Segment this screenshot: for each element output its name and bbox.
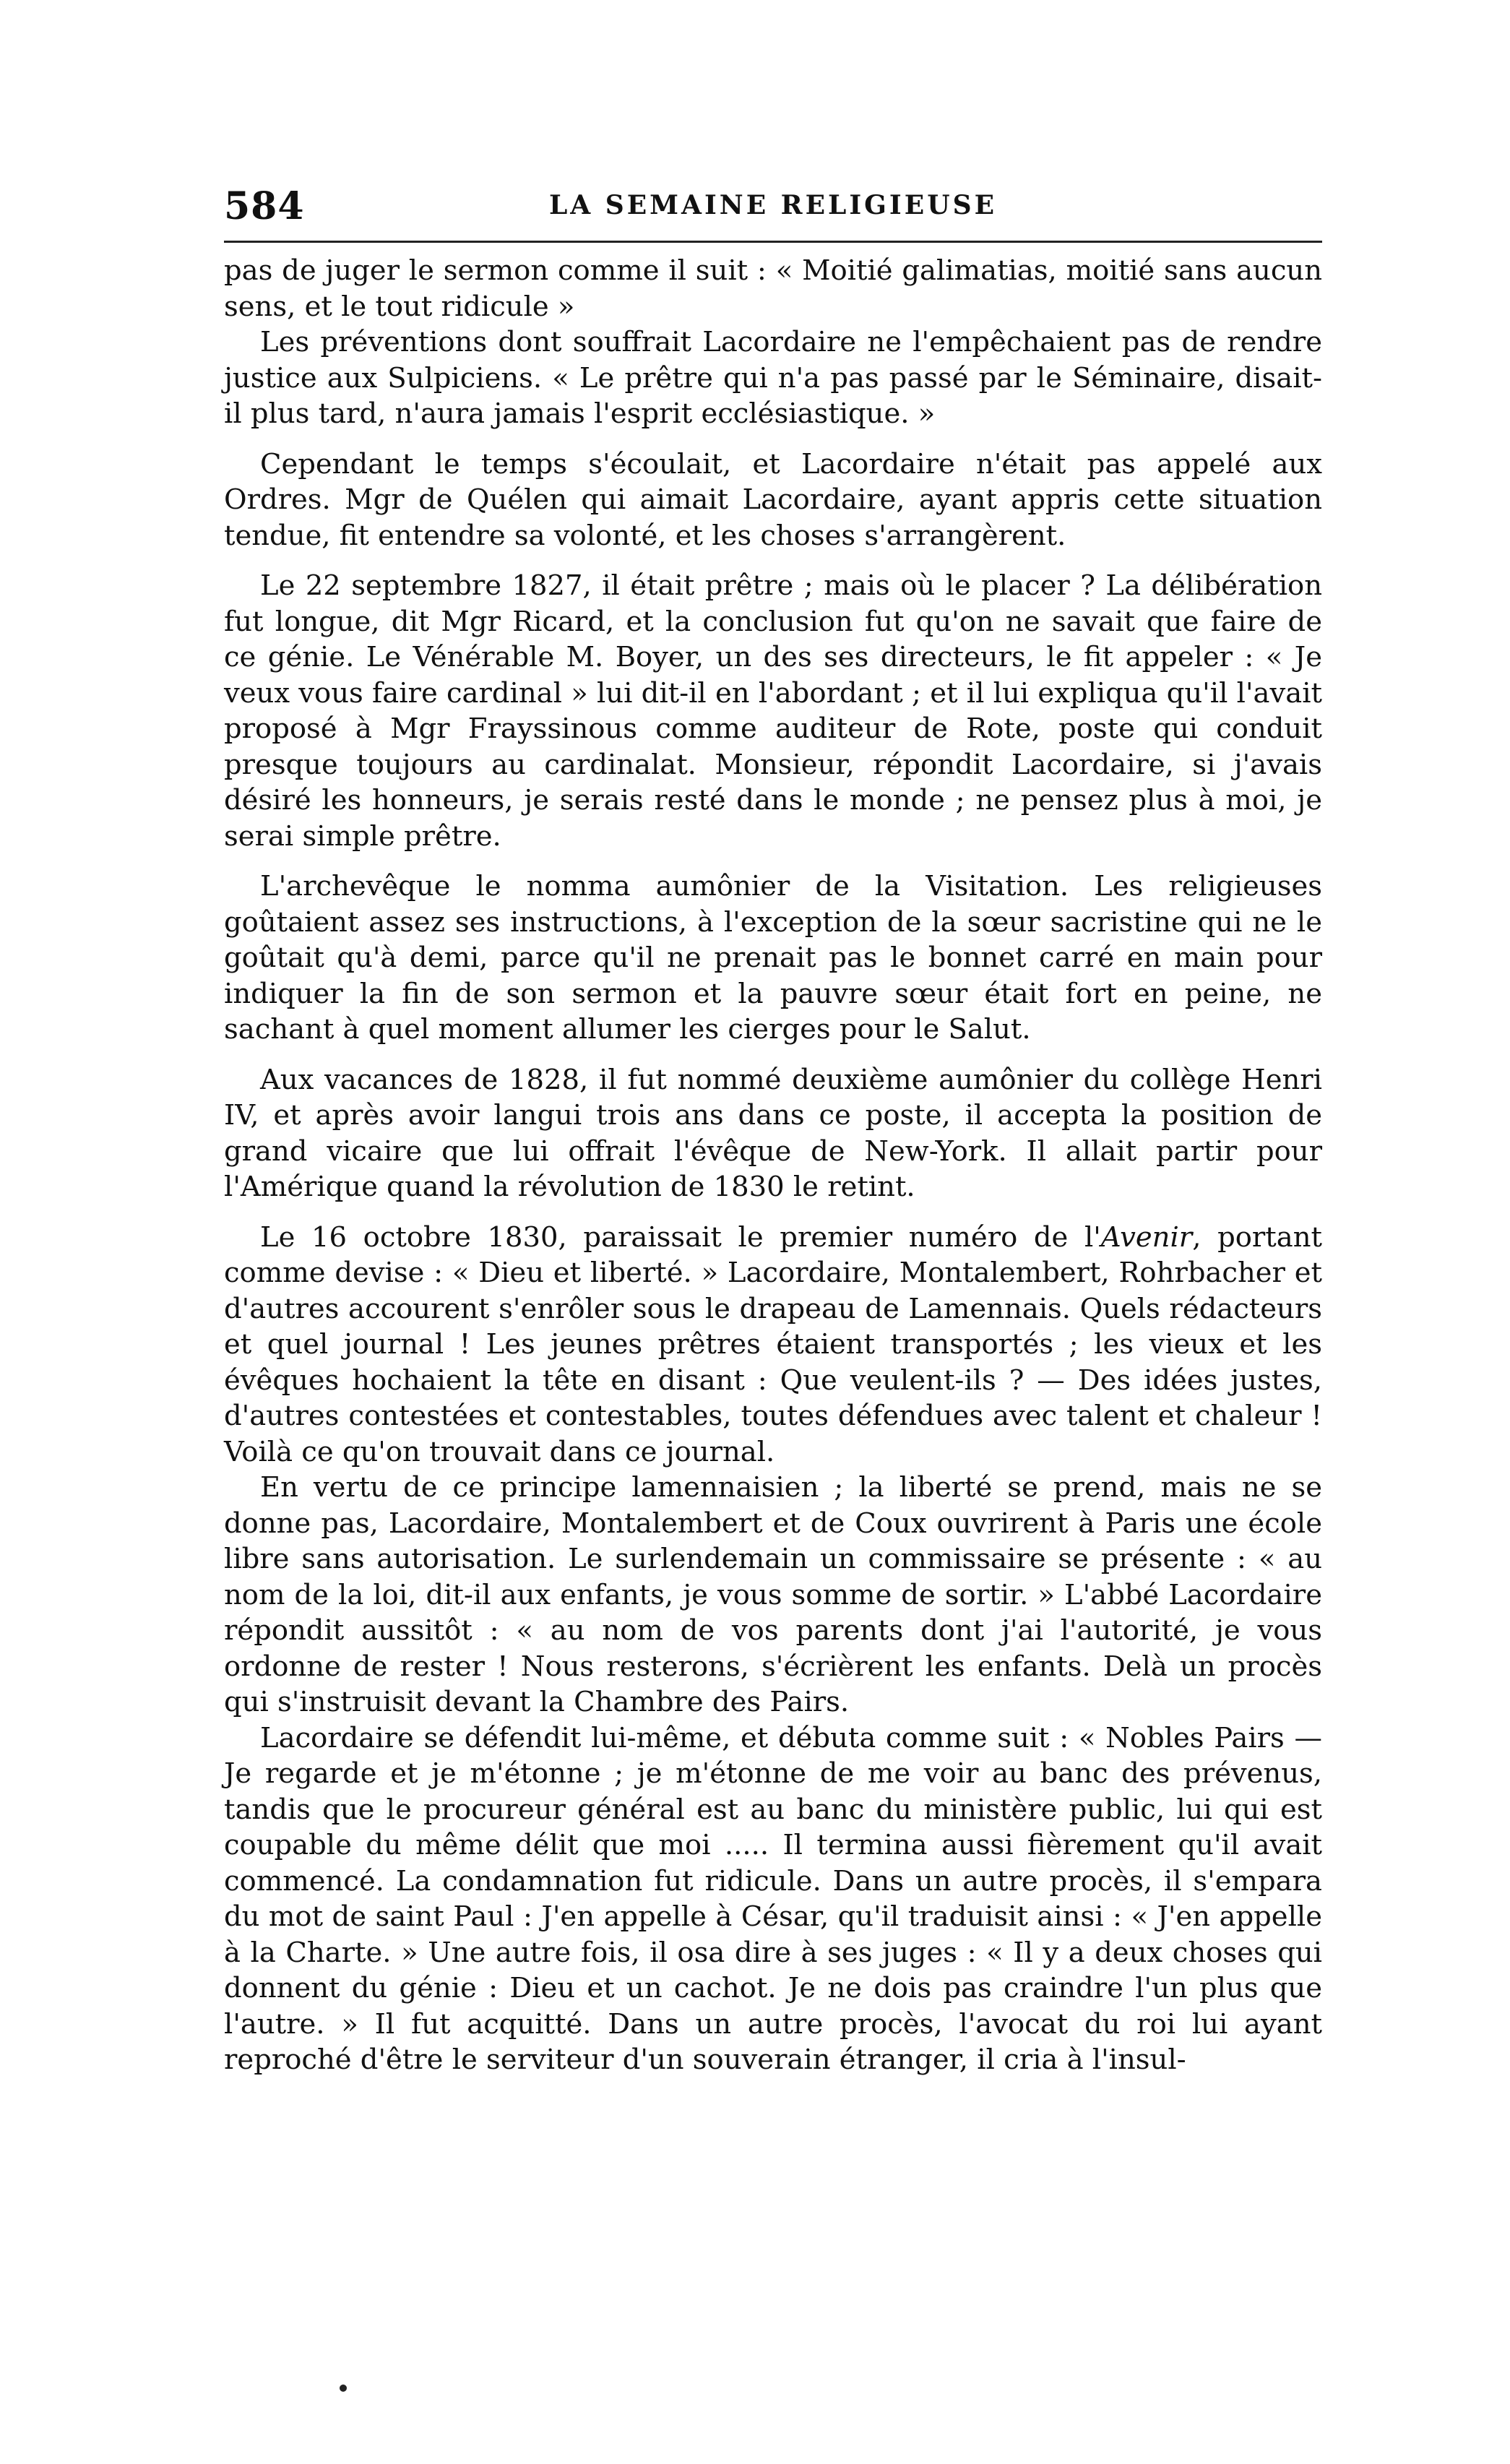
paragraph bbox=[224, 1220, 1322, 1470]
header-rule bbox=[224, 241, 1322, 243]
running-title: LA SEMAINE RELIGIEUSE bbox=[548, 190, 998, 220]
paragraph: En vertu de ce principe lamennaisien ; la liberté se prend, mais ne se donne pas, Lacordaire, Montalembert et de Coux ouvrirent à Paris une école libre sans autorisation. Le surlendemain un commissaire se présente : « au nom de la loi, dit-il aux enfants, je vous somme de sortir. » L'abbé Lacordaire répondit aussitôt : « au nom de vos parents dont j'ai l'autorité, je vous ordonne de rester ! Nous resterons, s'écrièrent les enfants. Delà un procès qui s'instruisit devant la Chambre des Pairs. bbox=[224, 1471, 1322, 1718]
ink-speck bbox=[340, 2385, 347, 2392]
paragraph: Cependant le temps s'écoulait, et Lacordaire n'était pas appelé aux Ordres. Mgr de Quélen qui aimait Lacordaire, ayant appris cette situation tendue, fit entendre sa volonté, et les choses s'arrangèrent. bbox=[224, 447, 1322, 552]
page-number: 584 bbox=[224, 184, 305, 228]
paragraph: Aux vacances de 1828, il fut nommé deuxième aumônier du collège Henri IV, et après avoir langui trois ans dans ce poste, il accepta la position de grand vicaire que lui offrait l'évêque de New-York. Il allait partir pour l'Amérique quand la révolution de 1830 le retint. bbox=[224, 1063, 1322, 1203]
paragraph-text: , portant comme devise : « Dieu et liberté. » Lacordaire, Montalembert, Rohrbacher et d'autres accourent s'enrôler sous le drapeau de Lamennais. Quels rédacteurs et quel journal ! Les jeunes prêtres étaient transportés ; les vieux et les évêques hochaient la tête en disant : Que veulent-ils ? — Des idées justes, d'autres contestées et contestables, toutes défendues avec talent et chaleur ! Voilà ce qu'on trouvait dans ce journal. bbox=[224, 1220, 1322, 1468]
paragraph: L'archevêque le nomma aumônier de la Visitation. Les religieuses goûtaient assez ses instructions, à l'exception de la sœur sacristine qui ne le goûtait qu'à demi, parce qu'il ne prenait pas le bonnet carré en main pour indiquer la fin de son sermon et la pauvre sœur était fort en peine, ne sachant à quel moment allumer les cierges pour le Salut. bbox=[224, 870, 1322, 1046]
paragraph-text: Le 16 octobre 1830, paraissait le premier numéro de l' bbox=[260, 1220, 1101, 1254]
paragraph: Lacordaire se défendit lui-même, et débuta comme suit : « Nobles Pairs — Je regarde et je m'étonne ; je m'étonne de me voir au banc des prévenus, tandis que le procureur général est au banc du ministère public, lui qui est coupable du même délit que moi ..... Il termina aussi fièrement qu'il avait commencé. La condamnation fut ridicule. Dans un autre procès, il s'empara du mot de saint Paul : J'en appelle à César, qu'il traduisit ainsi : « J'en appelle à la Charte. » Une autre fois, il osa dire à ses juges : « Il y a deux choses qui donnent du génie : Dieu et un cachot. Je ne dois pas craindre l'un plus que l'autre. » Il fut acquitté. Dans un autre procès, l'avocat du roi lui ayant reproché d'être le serviteur d'un souverain étranger, il cria à l'insul- bbox=[224, 1721, 1322, 2076]
newspaper-title: Avenir bbox=[1100, 1220, 1193, 1254]
body-text bbox=[224, 253, 1322, 2078]
paragraph: pas de juger le sermon comme il suit : « Moitié galimatias, moitié sans aucun sens, et le tout ridicule » bbox=[224, 254, 1322, 323]
paragraph: Les préventions dont souffrait Lacordaire ne l'empêchaient pas de rendre justice aux Sulpiciens. « Le prêtre qui n'a pas passé par le Séminaire, disait-il plus tard, n'aura jamais l'esprit ecclésiastique. » bbox=[224, 326, 1322, 430]
page-header bbox=[224, 184, 1322, 228]
paragraph: Le 22 septembre 1827, il était prêtre ; mais où le placer ? La délibération fut longue, dit Mgr Ricard, et la conclusion fut qu'on ne savait que faire de ce génie. Le Vénérable M. Boyer, un des ses directeurs, le fit appeler : « Je veux vous faire cardinal » lui dit-il en l'abordant ; et il lui expliqua qu'il l'avait proposé à Mgr Frayssinous comme auditeur de Rote, poste qui conduit presque toujours au cardinalat. Monsieur, répondit Lacordaire, si j'avais désiré les honneurs, je serais resté dans le monde ; ne pensez plus à moi, je serai simple prêtre. bbox=[224, 569, 1322, 853]
